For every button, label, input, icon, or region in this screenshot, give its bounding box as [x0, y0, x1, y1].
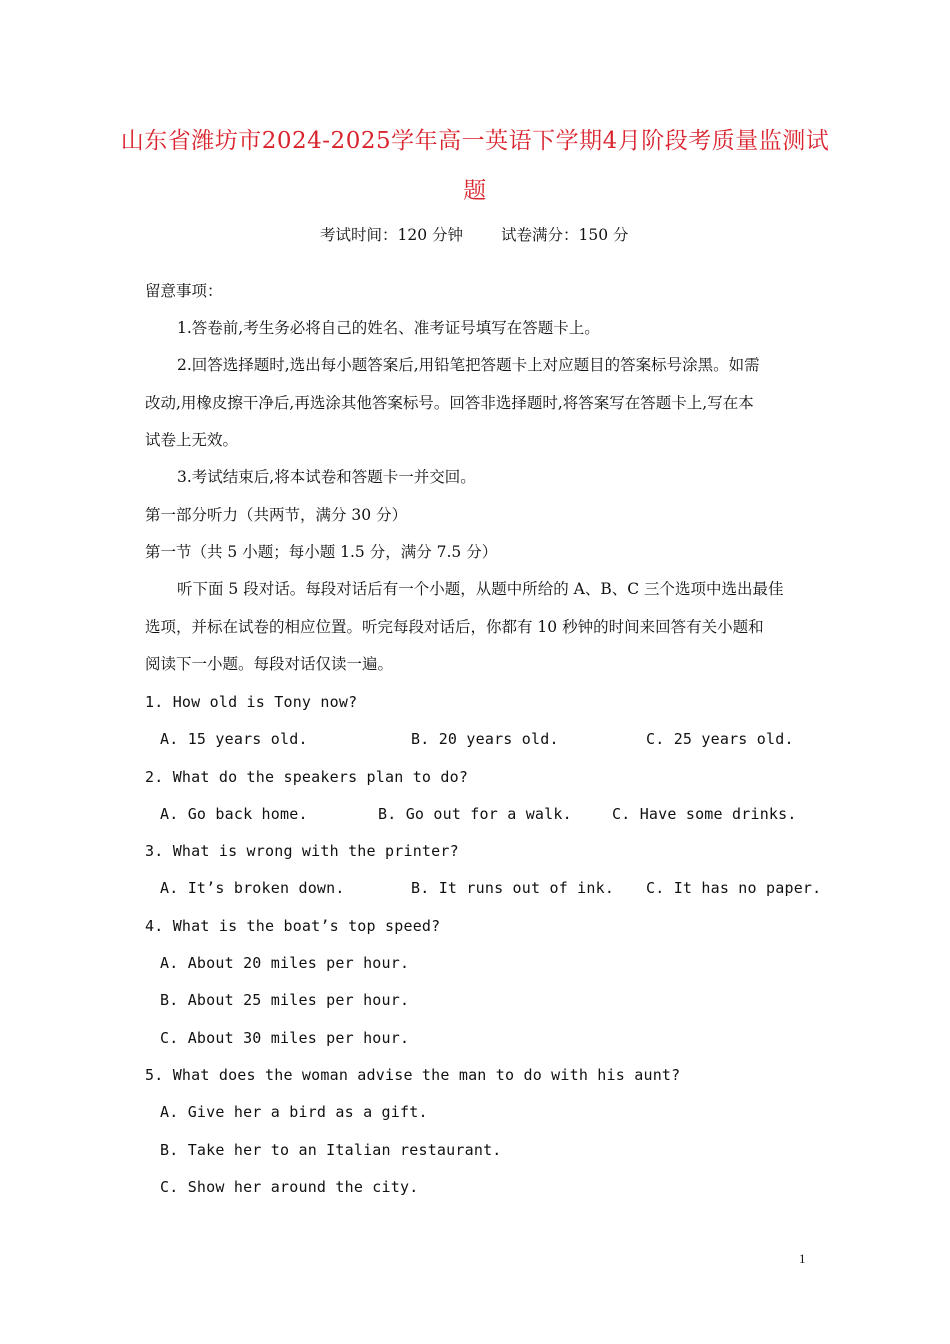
question-1: 1. How old is Tony now?: [145, 693, 358, 711]
question-3: 3. What is wrong with the printer?: [145, 842, 459, 860]
q5-option-c: C. Show her around the city.: [160, 1178, 419, 1196]
question-5: 5. What does the woman advise the man to do with his aunt?: [145, 1066, 681, 1084]
q2-option-a: A. Go back home.: [160, 805, 308, 823]
instructions-line-1: 听下面 5 段对话。每段对话后有一个小题，从题中所给的 A、B、C 三个选项中选出最佳: [177, 580, 784, 598]
note-item-2-line-1: 2.回答选择题时,选出每小题答案后,用铅笔把答题卡上对应题目的答案标号涂黑。如需: [177, 356, 760, 374]
q5-option-b: B. Take her to an Italian restaurant.: [160, 1141, 502, 1159]
question-4: 4. What is the boat’s top speed?: [145, 917, 441, 935]
exam-score: 试卷满分：150 分: [501, 226, 629, 244]
q4-option-a: A. About 20 miles per hour.: [160, 954, 410, 972]
instructions-line-2: 选项，并标在试卷的相应位置。听完每段对话后，你都有 10 秒钟的时间来回答有关小题和: [145, 618, 764, 636]
q2-option-c: C. Have some drinks.: [612, 805, 797, 823]
q3-option-c: C. It has no paper.: [646, 879, 822, 897]
exam-time: 考试时间：120 分钟: [320, 226, 464, 244]
q1-option-b: B. 20 years old.: [411, 730, 559, 748]
q5-option-a: A. Give her a bird as a gift.: [160, 1103, 428, 1121]
note-item-2-line-2: 改动,用橡皮擦干净后,再选涂其他答案标号。回答非选择题时,将答案写在答题卡上,写在本: [145, 394, 754, 412]
note-item-2-line-3: 试卷上无效。: [145, 431, 239, 449]
q4-option-c: C. About 30 miles per hour.: [160, 1029, 410, 1047]
title-line-1: 山东省潍坊市2024-2025学年高一英语下学期4月阶段考质量监测试: [120, 128, 830, 154]
question-2: 2. What do the speakers plan to do?: [145, 768, 469, 786]
page-number: 1: [799, 1251, 806, 1266]
note-item-3: 3.考试结束后,将本试卷和答题卡一并交回。: [177, 468, 476, 486]
section1-heading: 第一节（共 5 小题；每小题 1.5 分，满分 7.5 分）: [145, 543, 498, 561]
q3-option-b: B. It runs out of ink.: [411, 879, 615, 897]
title-line-2: 题: [463, 178, 487, 204]
q3-option-a: A. It’s broken down.: [160, 879, 345, 897]
instructions-line-3: 阅读下一小题。每段对话仅读一遍。: [145, 655, 394, 673]
q2-option-b: B. Go out for a walk.: [378, 805, 572, 823]
q1-option-c: C. 25 years old.: [646, 730, 794, 748]
note-item-1: 1.答卷前,考生务必将自己的姓名、准考证号填写在答题卡上。: [177, 319, 600, 337]
notes-heading: 留意事项：: [145, 282, 223, 300]
q1-option-a: A. 15 years old.: [160, 730, 308, 748]
part1-heading: 第一部分听力（共两节，满分 30 分）: [145, 506, 408, 524]
q4-option-b: B. About 25 miles per hour.: [160, 991, 410, 1009]
